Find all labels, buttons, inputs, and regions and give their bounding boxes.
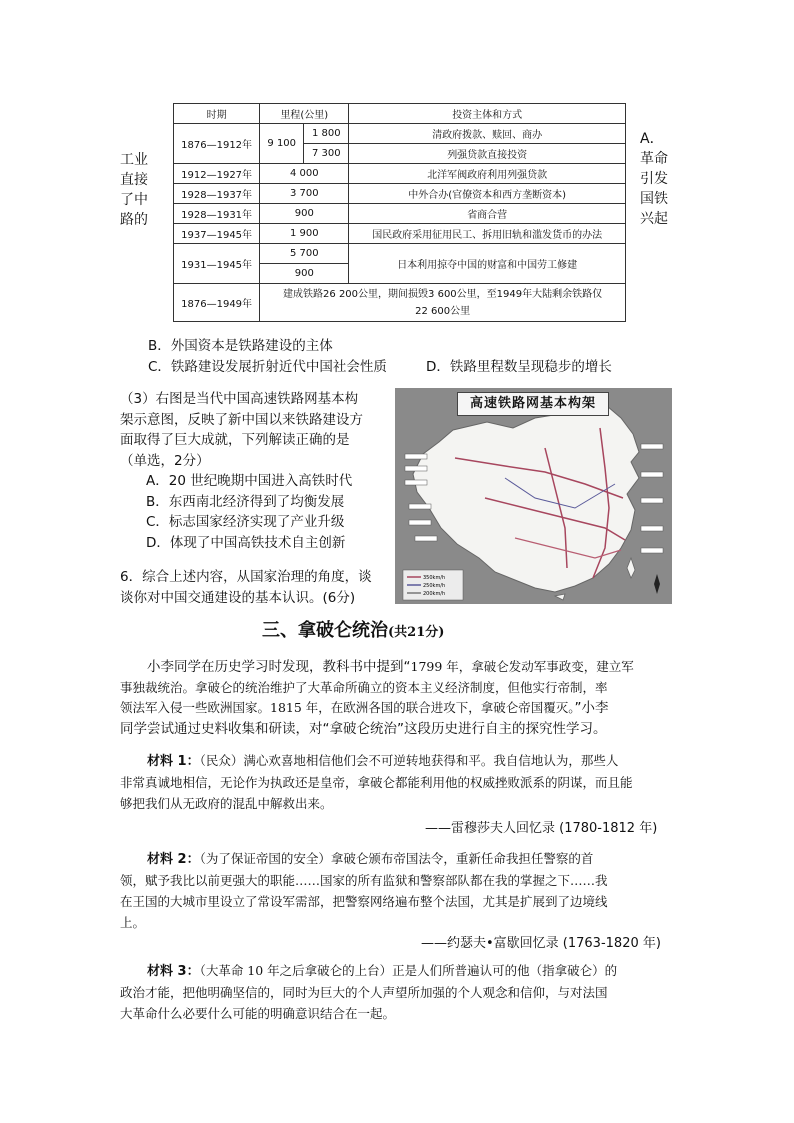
- period-cell: 1912—1927年: [174, 164, 260, 184]
- material-text: 够把我们从无政府的混乱中解救出来。: [120, 796, 333, 811]
- material-text: 大革命什么必要什么可能的明确意识结合在一起。: [120, 1006, 396, 1021]
- intro-text: 小李同学在历史学习时发现，教科书中提到“: [147, 659, 411, 675]
- mileage-cell: 900: [260, 264, 349, 284]
- question-line: 面取得了巨大成就，下列解读正确的是: [120, 432, 350, 448]
- compass-icon: [654, 574, 660, 594]
- mileage-cell: 900: [260, 204, 349, 224]
- period-cell: 1876—1949年: [174, 284, 260, 322]
- mileage-cell: 5 700: [260, 244, 349, 264]
- material-text: （大革命 10 年之后拿破仑的上台）正是人们所普遍认可的他（指拿破仑）的: [199, 963, 618, 978]
- section-score: (共21分): [388, 625, 445, 640]
- period-cell: 1928—1931年: [174, 204, 260, 224]
- question-line: 谈你对中国交通建设的基本认识。(6分): [120, 589, 356, 606]
- investment-cell: 中外合办(官僚资本和西方垄断资本): [349, 184, 626, 204]
- material-label: 材料 1：: [147, 754, 200, 769]
- side-fragment: 引发: [640, 171, 668, 187]
- taiwan-island: [627, 558, 635, 578]
- intro-quote: 1799 年，拿破仑发动军事政变，建立军: [410, 659, 634, 674]
- period-cell: 1937—1945年: [174, 224, 260, 244]
- side-fragment: 国铁: [640, 191, 668, 207]
- side-fragment: 革命: [640, 151, 668, 167]
- intro-text: ”小李: [574, 700, 609, 716]
- intro-paragraph: [120, 657, 680, 739]
- material-text: 领，赋予我比以前更强大的职能……国家的所有监狱和警察部队都在我的掌握之下……我: [120, 873, 608, 888]
- china-outline: [413, 406, 639, 592]
- high-speed-rail-map: [395, 388, 672, 604]
- question-3: [120, 389, 363, 553]
- summary-note-line: 22 600公里: [415, 305, 471, 317]
- question-line: （3）右图是当代中国高速铁路网基本构: [120, 391, 359, 407]
- legend-label: 350km/h: [423, 575, 446, 581]
- material-text: 在王国的大城市里设立了常设军需部，把警察网络遍布整个法国，尤其是扩展到了边境线: [120, 894, 608, 909]
- material-2: [120, 848, 680, 933]
- right-side-fragments: [640, 129, 668, 229]
- question-line: 6．综合上述内容，从国家治理的角度，谈: [120, 569, 372, 585]
- investment-cell: 省商合营: [349, 204, 626, 224]
- investment-cell: 清政府拨款、赎回、商办: [349, 124, 626, 144]
- investment-cell: 日本利用掠夺中国的财富和中国劳工修建: [349, 244, 626, 284]
- side-fragment: A．: [640, 131, 664, 147]
- intro-quote: 领法军入侵一些欧洲国家。1815 年，在欧洲各国的联合进攻下，拿破仑帝国覆灭。: [120, 700, 575, 715]
- period-cell: 1928—1937年: [174, 184, 260, 204]
- map-title: 高速铁路网基本构架: [457, 392, 609, 416]
- railway-mileage-table: [173, 103, 626, 322]
- header-mileage: 里程(公里): [260, 104, 349, 124]
- mileage-cell: 3 700: [260, 184, 349, 204]
- section-heading: 三、拿破仑统治: [262, 620, 388, 641]
- mileage-cell: 1 900: [260, 224, 349, 244]
- question-6: [120, 567, 372, 608]
- investment-cell: 列强贷款直接投资: [349, 144, 626, 164]
- option-b: B．外国资本是铁路建设的主体: [148, 338, 333, 354]
- period-cell: 1876—1912年: [174, 124, 260, 164]
- side-fragment: 了中: [120, 192, 148, 208]
- mileage-cell: 4 000: [260, 164, 349, 184]
- summary-note-cell: [260, 284, 626, 322]
- option-b: B．东西南北经济得到了均衡发展: [146, 493, 345, 510]
- question-line: （单选，2分）: [120, 452, 210, 469]
- material-1-source: ——雷穆莎夫人回忆录 (1780-1812 年): [425, 821, 658, 836]
- material-text: （民众）满心欢喜地相信他们会不可逆转地获得和平。我自信地认为，那些人: [199, 753, 619, 768]
- legend-label: 200km/h: [423, 591, 446, 597]
- side-fragment: 直接: [120, 172, 148, 188]
- header-period: 时期: [174, 104, 260, 124]
- material-2-source: ——约瑟夫•富歇回忆录 (1763-1820 年): [421, 936, 661, 951]
- intro-text: 同学尝试通过史料收集和研读，对“拿破仑统治”这段历史进行自主的探究性学习。: [120, 720, 607, 737]
- investment-cell: 国民政府采用征用民工、拆用旧轨和滥发货币的办法: [349, 224, 626, 244]
- china-map-illustration: [395, 388, 672, 604]
- material-1: [120, 750, 680, 814]
- summary-note-line: 建成铁路26 200公里，期间损毁3 600公里，至1949年大陆剩余铁路仅: [283, 288, 603, 300]
- question-line: 架示意图，反映了新中国以来铁路建设方: [120, 411, 363, 428]
- option-c: C．标志国家经济实现了产业升级: [146, 514, 345, 530]
- side-fragment: 工业: [120, 152, 148, 168]
- option-d: D．体现了中国高铁技术自主创新: [146, 534, 346, 551]
- option-a: A．20 世纪晚期中国进入高铁时代: [146, 473, 353, 489]
- material-text: 非常真诚地相信，无论作为执政还是皇帝，拿破仑都能利用他的权威挫败派系的阴谋，而且能: [120, 775, 633, 790]
- left-side-fragments: [120, 150, 148, 230]
- option-d: D．铁路里程数呈现稳步的增长: [426, 359, 612, 375]
- mileage-total-cell: 9 100: [260, 124, 304, 164]
- side-fragment: 路的: [120, 212, 148, 228]
- investment-cell: 北洋军阀政府利用列强贷款: [349, 164, 626, 184]
- mileage-sub-cell: 1 800: [304, 124, 349, 144]
- material-label: 材料 3：: [147, 964, 200, 979]
- material-label: 材料 2：: [147, 852, 200, 867]
- option-c: C．铁路建设发展折射近代中国社会性质: [148, 359, 387, 375]
- header-investment: 投资主体和方式: [349, 104, 626, 124]
- material-text: （为了保证帝国的安全）拿破仑颁布帝国法令，重新任命我担任警察的首: [199, 851, 594, 866]
- hainan-island: [555, 594, 565, 600]
- material-text: 上。: [120, 915, 146, 930]
- material-text: 政治才能，把他明确坚信的，同时为巨大的个人声望所加强的个人观念和信仰，与对法国: [120, 985, 608, 1000]
- intro-quote: 事独裁统治。拿破仑的统治维护了大革命所确立的资本主义经济制度，但他实行帝制，率: [120, 679, 608, 695]
- legend-label: 250km/h: [423, 583, 446, 589]
- material-3: [120, 960, 680, 1024]
- period-cell: 1931—1945年: [174, 244, 260, 284]
- side-fragment: 兴起: [640, 211, 668, 227]
- section-title: [262, 616, 444, 642]
- mileage-sub-cell: 7 300: [304, 144, 349, 164]
